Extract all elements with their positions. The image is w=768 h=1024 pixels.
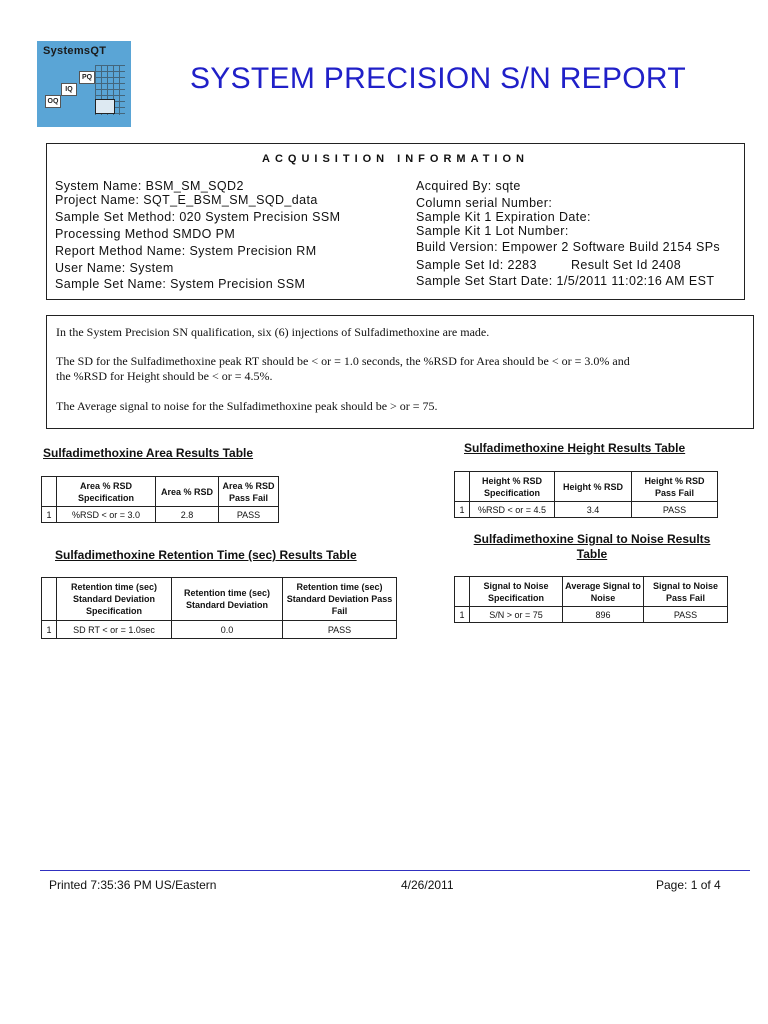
table-row (42, 507, 279, 523)
table-cell: %RSD < or = 4.5 (470, 502, 555, 518)
column-header: Retention time (sec) Standard Deviation Pass Fail (283, 578, 397, 621)
table-row (455, 607, 728, 623)
report-title: SYSTEM PRECISION S/N REPORT (190, 62, 686, 95)
table-corner-cell (455, 577, 470, 607)
column-header: Retention time (sec) Standard Deviation (172, 578, 283, 621)
sample-set-name: Sample Set Name: System Precision SSM (55, 277, 306, 291)
footer-page-number: Page: 1 of 4 (656, 878, 721, 892)
table-corner-cell (42, 578, 57, 621)
retention-table-title: Sulfadimethoxine Retention Time (sec) Results Table (55, 548, 357, 562)
height-table-title: Sulfadimethoxine Height Results Table (464, 441, 686, 455)
footer-date: 4/26/2011 (401, 878, 454, 892)
signal-noise-table-title-line2: Table (576, 547, 608, 561)
column-header: Area % RSD Pass Fail (219, 477, 279, 507)
table-cell: PASS (283, 621, 397, 639)
sample-kit-expiration: Sample Kit 1 Expiration Date: (416, 210, 591, 224)
column-header: Area % RSD (156, 477, 219, 507)
area-results-table (41, 476, 279, 523)
column-header: Area % RSD Specification (57, 477, 156, 507)
logo-card-pq: PQ (79, 71, 95, 84)
table-row (42, 621, 397, 639)
column-header: Height % RSD Specification (470, 472, 555, 502)
signal-noise-results-table (454, 576, 728, 623)
report-method-name: Report Method Name: System Precision RM (55, 244, 317, 258)
result-set-id: Result Set Id 2408 (571, 258, 682, 272)
sample-set-method: Sample Set Method: 020 System Precision SSM (55, 210, 341, 224)
area-table-title: Sulfadimethoxine Area Results Table (43, 446, 254, 460)
company-logo (37, 41, 131, 127)
computer-icon (95, 99, 115, 114)
retention-results-table (41, 577, 397, 639)
row-index: 1 (42, 621, 57, 639)
description-signal-noise: The Average signal to noise for the Sulfadimethoxine peak should be > or = 75. (56, 399, 438, 413)
system-name: System Name: BSM_SM_SQD2 (55, 179, 244, 193)
logo-card-iq: IQ (61, 83, 77, 96)
signal-noise-table-title-line1: Sulfadimethoxine Signal to Noise Results (473, 532, 711, 546)
table-cell: SD RT < or = 1.0sec (57, 621, 172, 639)
column-header: Average Signal to Noise (563, 577, 644, 607)
sample-set-id: Sample Set Id: 2283 (416, 258, 537, 272)
column-header: Signal to Noise Pass Fail (644, 577, 728, 607)
table-corner-cell (455, 472, 470, 502)
height-results-table (454, 471, 718, 518)
table-cell: PASS (644, 607, 728, 623)
column-header: Height % RSD (555, 472, 632, 502)
table-corner-cell (42, 477, 57, 507)
column-header: Height % RSD Pass Fail (632, 472, 718, 502)
acquired-by: Acquired By: sqte (416, 179, 521, 193)
footer-divider (40, 870, 750, 871)
acquisition-title: ACQUISITION INFORMATION (262, 153, 529, 165)
logo-card-oq: OQ (45, 95, 61, 108)
build-version: Build Version: Empower 2 Software Build 2154 SPs (416, 240, 721, 254)
user-name: User Name: System (55, 261, 174, 275)
qualification-description-box (46, 315, 754, 429)
description-criteria-line1: The SD for the Sulfadimethoxine peak RT should be < or = 1.0 seconds, the %RSD for Area should be < or = 3.0% and (56, 354, 630, 368)
row-index: 1 (455, 502, 470, 518)
footer-printed-time: Printed 7:35:36 PM US/Eastern (49, 878, 217, 892)
project-name: Project Name: SQT_E_BSM_SM_SQD_data (55, 193, 318, 207)
sample-kit-lot: Sample Kit 1 Lot Number: (416, 224, 569, 238)
table-cell: %RSD < or = 3.0 (57, 507, 156, 523)
table-row (455, 502, 718, 518)
column-header: Retention time (sec) Standard Deviation Specification (57, 578, 172, 621)
row-index: 1 (42, 507, 57, 523)
table-cell: 0.0 (172, 621, 283, 639)
table-cell: PASS (219, 507, 279, 523)
table-cell: S/N > or = 75 (470, 607, 563, 623)
acquisition-info-box (46, 143, 745, 300)
processing-method: Processing Method SMDO PM (55, 227, 236, 241)
table-cell: 3.4 (555, 502, 632, 518)
column-serial-number: Column serial Number: (416, 196, 553, 210)
table-cell: PASS (632, 502, 718, 518)
logo-text: SystemsQT (43, 45, 107, 57)
column-header: Signal to Noise Specification (470, 577, 563, 607)
description-intro: In the System Precision SN qualification, six (6) injections of Sulfadimethoxine are made. (56, 325, 490, 339)
table-cell: 2.8 (156, 507, 219, 523)
row-index: 1 (455, 607, 470, 623)
table-cell: 896 (563, 607, 644, 623)
sample-set-start-date: Sample Set Start Date: 1/5/2011 11:02:16 AM EST (416, 274, 715, 288)
description-criteria-line2: the %RSD for Height should be < or = 4.5%. (56, 369, 273, 383)
